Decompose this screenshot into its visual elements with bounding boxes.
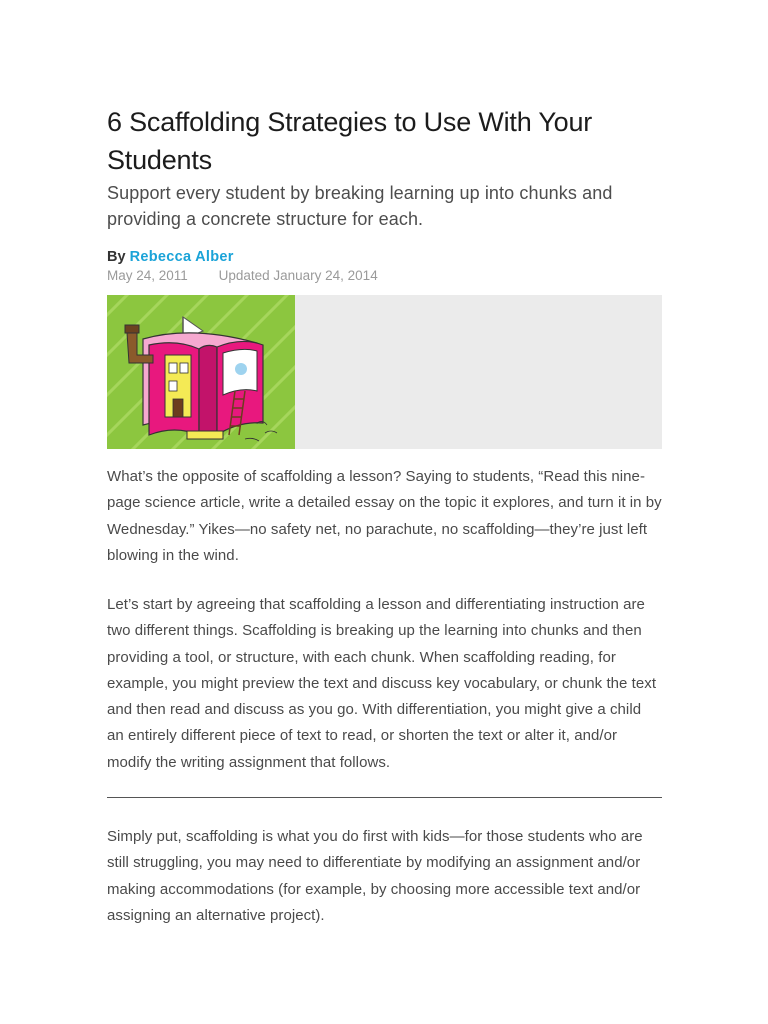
article-paragraph: Let’s start by agreeing that scaffolding a lesson and differentiating instruction are two different things. Scaffolding is breaking up the learning into chunks and then providing a tool, or structure, with each chunk. When scaffolding reading, for example, you might preview the text and discuss key vocabulary, or chunk the text and then read and discuss as you go. With differentiation, you might give a child an entirely different piece of text to read, or shorten the text or alter it, and/or modify the writing assignment that follows.: [107, 596, 657, 771]
article-title: 6 Scaffolding Strategies to Use With Your Students: [107, 107, 593, 175]
section-divider: [107, 797, 662, 798]
article-dates: [107, 268, 378, 283]
article-paragraph: What’s the opposite of scaffolding a lesson? Saying to students, “Read this nine-page science article, write a detailed essay on the topic it explores, and turn it in by Wednesday.” Yikes—no safety net, no parachute, no scaffolding—they’re just left blowing in the wind.: [107, 468, 662, 564]
author-link[interactable]: Rebecca Alber: [129, 249, 234, 265]
updated-date: Updated January 24, 2014: [218, 268, 378, 283]
byline-prefix: By: [107, 249, 126, 265]
article-subtitle: Support every student by breaking learning up into chunks and providing a concrete structure for each.: [107, 183, 613, 229]
book-house-illustration: [107, 295, 295, 449]
article-paragraph: Simply put, scaffolding is what you do first with kids—for those students who are still struggling, you may need to differentiate by modifying an assignment and/or making accommodations (for example, by choosing more accessible text and/or assigning an alternative project).: [107, 828, 643, 924]
byline: [107, 249, 234, 265]
hero-image-banner: [107, 295, 662, 449]
publish-date: May 24, 2011: [107, 268, 188, 283]
